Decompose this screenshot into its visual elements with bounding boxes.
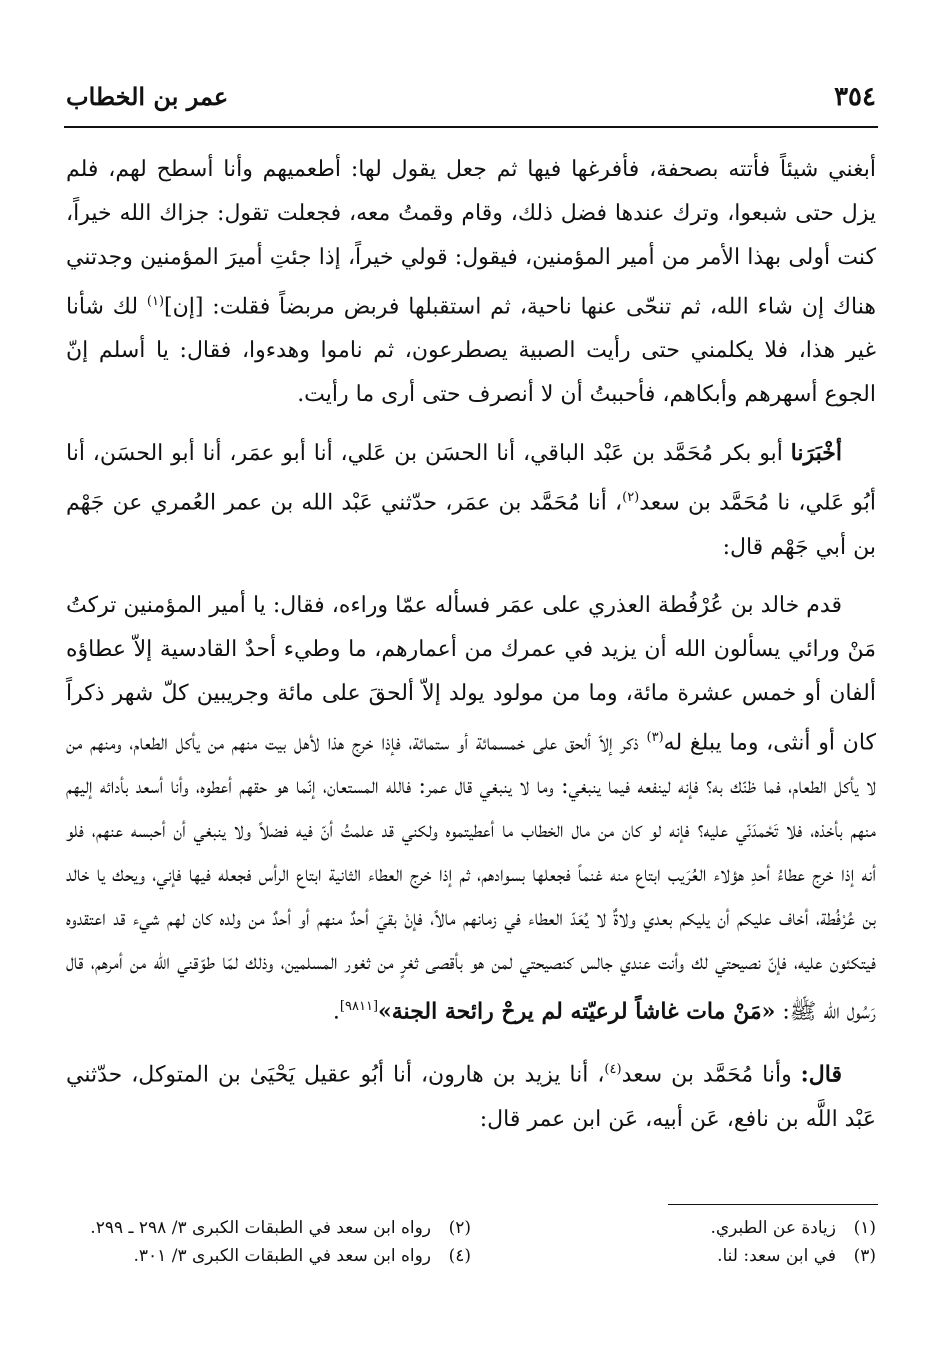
footnote-text: في ابن سعد: لنا. <box>717 1246 836 1266</box>
paragraph-text: وأنا مُحَمَّد بن سعد <box>621 1062 801 1088</box>
footnote-ref: (٣) <box>646 729 664 745</box>
footnote-row <box>66 1214 876 1242</box>
hadith-number: [٩٨١١] <box>339 998 379 1014</box>
hadith-quote: «مَنْ مات غاشاً لرعيّته لم يرحْ رائحة الجنة» <box>378 998 776 1025</box>
footnote-ref: (٤) <box>604 1062 622 1078</box>
footnote-text: رواه ابن سعد في الطبقات الكبرى ٣/ ٣٠١. <box>133 1246 431 1266</box>
footnote-number: (٤) <box>448 1246 471 1266</box>
lead-word: أخْبَرَنا <box>790 440 842 467</box>
footnote-3 <box>471 1242 876 1270</box>
lead-word: قال: <box>800 1061 842 1088</box>
footnote-row <box>66 1242 876 1270</box>
paragraph-text: ، أنا مُحَمَّد بن عمَر، حدّثني عَبْد الله بن عمر العُمري عن جَهْم بن أبي جَهْم قال: <box>66 490 876 560</box>
footnote-ref: (١) <box>146 294 165 309</box>
paragraph-text: . <box>332 999 340 1025</box>
paragraph-text: أبغني شيئاً فأتته بصحفة، فأفرغها فيها ثم جعل يقول لها: أطعميهم وأنا أسطح لهم، فلم يزل حتى شبعوا، وترك عندها فضل ذلك، وقام وقمتُ معه، فجعلت تقول: جزاك الله خيراً، كنت أولى بهذا الأمر من أمير المؤمنين، فيقول: قولي خيراً، إذا جئتِ أميرَ المؤمنين وجدتني هناك إن شاء الله، ثم تنحّى عنها ناحية، ثم استقبلها فربض مربضاً فقلت: [إن] <box>66 157 876 320</box>
main-text <box>66 148 876 1142</box>
paragraph-4 <box>66 1048 876 1141</box>
paragraph-text: ، أنا يزيد بن هارون، أنا أبُو عقيل يَحْيَىٰ بن المتوكل، حدّثني عَبْد اللَّه بن نافع، عَن أبيه، عَن ابن عمر قال: <box>66 1062 876 1132</box>
footnote-rule <box>668 1204 878 1205</box>
paragraph-text: قدم خالد بن عُرْفُطة العذري على عمَر فسأله عمّا وراءه، فقال: يا أمير المؤمنين تركتُ مَنْ ورائي يسألون الله أن يزيد في عمرك من أعمارهم، ما وطيء أحدٌ القادسية إلاّ عطاؤه ألفان أو خمس عشرة مائة، وما من مولود يولد إلاّ ألحقَ على مائة وجريبين كلّ شهر ذكراً كان أو أنثى، وما يبلغ له <box>66 592 876 755</box>
footnote-number: (٢) <box>448 1218 471 1238</box>
footnote-number: (٣) <box>853 1246 876 1266</box>
footnote-text: رواه ابن سعد في الطبقات الكبرى ٣/ ٢٩٨ ـ ٢٩٩. <box>90 1218 431 1238</box>
footnote-text: زيادة عن الطبري. <box>710 1218 836 1238</box>
paragraph-text: ذكر إلاّ ألحق على خمسمائة أو ستمائة، فإذا خرج هذا لأهل بيت منهم من يأكل الطعام، ومنهم من لا يأكل الطعام، فما ظنّك به؟ فإنه لينفعه فيما ينبغي: وما لا ينبغي قال عمر: فالله المستعان، إنّما هو حقهم أعطوه، وأنا أسعد بأدائه إليهم منهم بأخذه، فلا تَحْمدَنّي عليه؟ فإنه لو كان من مال الخطاب ما أعطيتموه ولكني قد علمتُ أنّ فيه فضلاً ولا ينبغي أن أحبسه عنهم، فلو أنه إذا خرج عطاءُ أحدِ هؤلاء العُرَيب ابتاع منه غنماً فجعلها بسوادهم، ثم إذا خرج العطاء الثانية ابتاع الرأس فجعله فيها فإني، ويحك يا خالد بن عُرْفُطة، أخاف عليكم أن يليكم بعدي ولاةٌ لا يُعَدّ العطاء في زمانهم مالاً، فإنْ بقيَ أحدٌ منهم أو أحدٌ من ولده كان لهم شيء قد اعتقدوه فيتكئون عليه، فإنّ نصيحتي لك وأنت عندي جالس كنصيحتي لمن هو بأقصى ثغرٍ من ثغور المسلمين، وذلك لمّا طوّقني الله من أمرهم، قال رَسُول الله ﷺ: <box>66 729 876 1025</box>
paragraph-2 <box>66 431 876 569</box>
footnote-ref: (٢) <box>622 490 640 506</box>
paragraph-1 <box>66 148 876 417</box>
footnote-2 <box>66 1214 471 1242</box>
footnote-1 <box>471 1214 876 1242</box>
paragraph-text: أبو بكر مُحَمَّد بن عَبْد الباقي، أنا الحسَن بن عَلي، أنا أبو عمَر، أنا أبو الحسَن، أنا أبُو عَلي، نا مُحَمَّد بن سعد <box>66 441 876 516</box>
footnote-number: (١) <box>853 1218 876 1238</box>
footnote-4 <box>66 1242 471 1270</box>
paragraph-text: لك شأنا غير هذا، فلا يكلمني حتى رأيت الصبية يصطرعون، ثم ناموا وهدءوا، فقال: يا أسلم إنّ الجوع أسهرهم وأبكاهم، فأحببتُ أن لا أنصرف حتى أرى ما رأيت. <box>66 294 876 408</box>
header-rule <box>64 126 878 128</box>
footnotes <box>66 1214 876 1270</box>
page-header <box>64 80 878 120</box>
running-title: عمر بن الخطاب <box>66 82 229 111</box>
paragraph-3 <box>66 584 876 1035</box>
page-number: ٣٥٤ <box>834 82 876 112</box>
